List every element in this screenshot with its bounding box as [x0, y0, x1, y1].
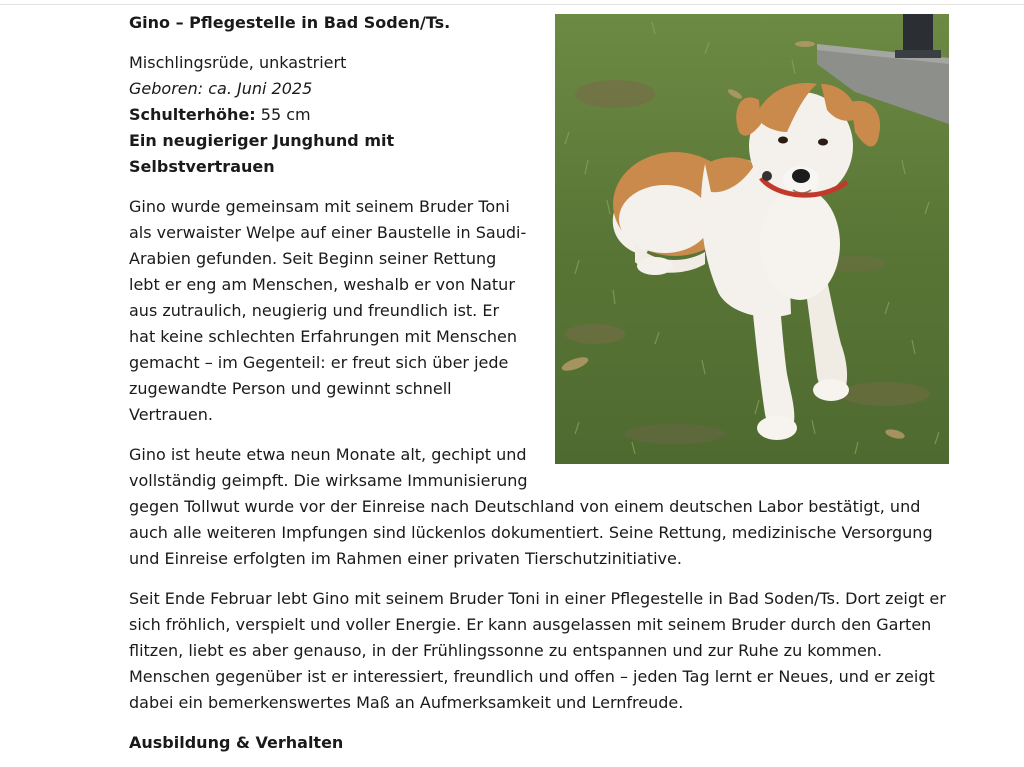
dog-photo	[555, 14, 949, 464]
paragraph-health: Gino ist heute etwa neun Monate alt, gechipt und vollständig geimpft. Die wirksame Immunisierung gegen Tollwut wurde vor der Einreise nach Deutschland von einem deutschen Labor bestätigt, und auch alle weiteren Impfungen sind lückenlos dokumentiert. Seine Rettung, medizinische Versorgung und Einreise erfolgten im Rahmen einer privaten Tierschutzinitiative.	[129, 445, 933, 568]
breed-info: Mischlingsrüde, unkastriert	[129, 53, 347, 72]
paragraph-rescue: Gino wurde gemeinsam mit seinem Bruder Toni als verwaister Welpe auf einer Baustelle in Saudi-Arabien gefunden. Seit Beginn seiner Rettung lebt er eng am Menschen, weshalb er von Natur aus zutraulich, neugierig und freundlich ist. Er hat keine schlechten Erfahrungen mit Menschen gemacht – im Gegenteil: er freut sich über jede zugewandte Person und gewinnt schnell Vertrauen.	[129, 197, 527, 424]
shoulder-height-value: 55 cm	[255, 105, 311, 124]
section-heading-training: Ausbildung & Verhalten	[129, 733, 344, 752]
shoulder-height-label: Schulterhöhe:	[129, 105, 256, 124]
page-title: Gino – Pflegestelle in Bad Soden/Ts.	[129, 13, 451, 32]
paragraph-foster: Seit Ende Februar lebt Gino mit seinem Bruder Toni in einer Pflegestelle in Bad Soden/Ts. Dort zeigt er sich fröhlich, verspielt und voller Energie. Er kann ausgelassen mit seinem Bruder durch den Garten flitzen, liebt es aber genauso, in der Frühlingssonne zu entspannen und zur Ruhe zu kommen. Menschen gegenüber ist er interessiert, freundlich und offen – jeden Tag lernt er Neues, und er zeigt dabei ein bemerkenswertes Maß an Aufmerksamkeit und Lernfreude.	[129, 589, 946, 712]
dog-profile-article	[129, 10, 949, 756]
birth-date: Geboren: ca. Juni 2025	[129, 79, 313, 98]
top-divider	[0, 4, 1024, 5]
tagline: Ein neugieriger Junghund mit Selbstvertrauen	[129, 131, 395, 176]
